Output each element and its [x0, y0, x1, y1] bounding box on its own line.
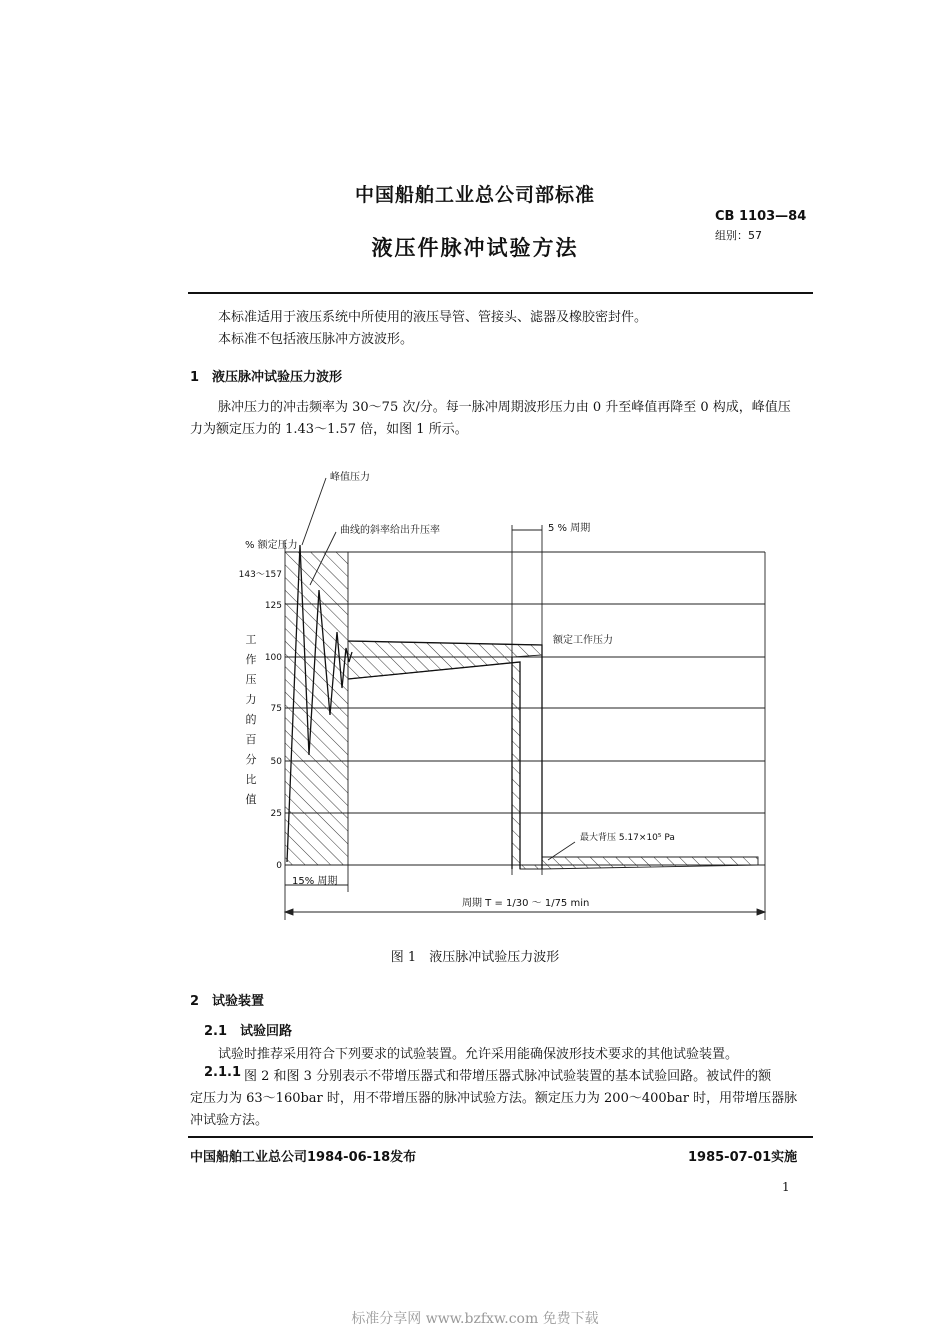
section-2-1-1-number: 2.1.1	[204, 1065, 242, 1080]
intro-line-2: 本标准不包括液压脉冲方波波形。	[218, 332, 414, 347]
tick-143-157: 143～157	[238, 570, 282, 580]
lower-envelope	[348, 662, 520, 869]
slope-label: 曲线的斜率给出升压率	[340, 525, 440, 536]
back-pressure-label: 最大背压 5.17×10⁵ Pa	[580, 833, 675, 843]
publish-date: 中国船舶工业总公司1984-06-18发布	[190, 1150, 417, 1165]
grid-lines	[285, 552, 765, 865]
tick-25: 25	[270, 809, 282, 819]
period-arrow-left-head	[285, 909, 293, 915]
section-1-line-1: 脉冲压力的冲击频率为 30～75 次/分。每一脉冲周期波形压力由 0 升至峰值再降至 0 构成，峰值压	[218, 400, 791, 415]
hold-tolerance-band	[348, 641, 758, 869]
y-axis-char-3: 压	[245, 673, 257, 686]
footer-rule	[188, 1136, 813, 1138]
section-2-1-1-line-2: 定压力为 63～160bar 时，用不带增压器的脉冲试验方法。额定压力为 200～400bar 时，用带增压器脉	[190, 1091, 798, 1106]
y-axis-unit-label: % 额定压力	[245, 540, 298, 551]
period-arrow-right-head	[757, 909, 765, 915]
tick-75: 75	[270, 704, 282, 714]
standard-code: CB 1103—84	[715, 209, 807, 224]
standard-group: 组别：57	[715, 229, 762, 242]
section-2-1-text: 试验时推荐采用符合下列要求的试验装置。允许采用能确保波形技术要求的其他试验装置。	[218, 1047, 739, 1062]
section-1-line-2: 力为额定压力的 1.43～1.57 倍，如图 1 所示。	[190, 422, 468, 437]
15pct-period-label: 15% 周期	[292, 876, 338, 887]
header-rule	[188, 292, 813, 294]
page-number: 1	[782, 1180, 790, 1194]
peak-leader	[302, 478, 326, 545]
y-axis-char-8: 比	[245, 773, 257, 786]
tick-125: 125	[264, 601, 282, 611]
tick-100: 100	[264, 653, 282, 663]
peak-pressure-label: 峰值压力	[330, 472, 370, 483]
intro-line-1: 本标准适用于液压系统中所使用的液压导管、管接头、滤器及橡胶密封件。	[218, 310, 648, 325]
y-axis-char-9: 值	[245, 793, 257, 806]
section-1-heading: 1 液压脉冲试验压力波形	[190, 370, 343, 385]
y-axis-char-4: 力	[245, 693, 257, 706]
tick-50: 50	[270, 757, 282, 767]
dimension-arrows	[285, 478, 765, 915]
figure-1-pressure-waveform	[0, 460, 950, 930]
5pct-period-label: 5 % 周期	[548, 523, 591, 534]
y-axis-vertical-label	[246, 633, 257, 806]
y-axis-char-1: 工	[245, 633, 257, 646]
organization-title: 中国船舶工业总公司部标准	[354, 184, 595, 206]
rise-tolerance-band	[285, 552, 348, 865]
watermark: 标准分享网 www.bzfxw.com 免费下载	[351, 1311, 599, 1327]
section-2-1-1-line-3: 冲试验方法。	[190, 1113, 269, 1128]
section-2-1-heading: 2.1 试验回路	[204, 1024, 293, 1039]
document-title: 液压件脉冲试验方法	[371, 236, 579, 260]
section-2-heading: 2 试验装置	[190, 994, 265, 1009]
y-axis-char-6: 百	[245, 733, 257, 746]
effective-date: 1985-07-01实施	[688, 1150, 798, 1165]
tick-0: 0	[276, 861, 282, 871]
y-axis-char-5: 的	[245, 713, 257, 726]
y-axis-char-7: 分	[245, 753, 257, 766]
figure-1-caption: 图 1 液压脉冲试验压力波形	[390, 950, 560, 965]
rated-pressure-label: 额定工作压力	[553, 635, 613, 646]
section-2-1-1-line-1: 图 2 和图 3 分别表示不带增压器式和带增压器式脉冲试验装置的基本试验回路。被试件的额	[244, 1069, 772, 1084]
y-axis-char-2: 作	[245, 653, 257, 666]
period-label: 周期 T = 1/30 ～ 1/75 min	[462, 898, 590, 909]
